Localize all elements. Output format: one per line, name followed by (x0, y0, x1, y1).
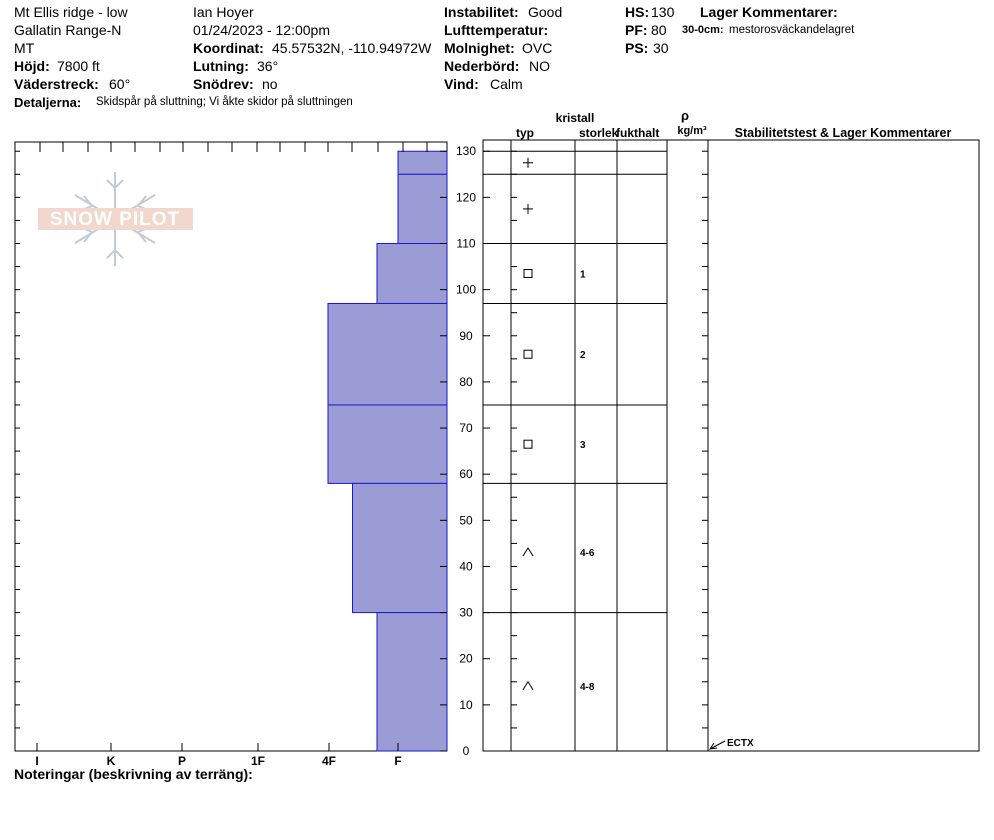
wind-loading-label: Snödrev: (193, 76, 254, 92)
header-stability: Stabilitetstest & Lager Kommentarer (734, 126, 952, 140)
hardness-layer-bar (353, 483, 448, 612)
precip-label: Nederbörd: (444, 58, 520, 74)
hardness-layer-bar (398, 174, 447, 243)
grain-size-value: 3 (580, 440, 586, 452)
precip-value: NO (529, 58, 550, 74)
terrain-notes-label: Noteringar (beskrivning av terräng): (14, 766, 253, 782)
hardness-axis-labels (35, 743, 401, 768)
location-range: Gallatin Range-N (14, 22, 122, 38)
grain-symbol-caret (523, 548, 533, 556)
hs-value: 130 (651, 4, 675, 20)
hardness-layer-bar (328, 405, 447, 483)
aspect-label: Väderstreck: (14, 76, 99, 92)
grain-symbol-square (524, 269, 532, 277)
pf-value: 80 (651, 22, 667, 38)
hardness-tick-label: K (106, 754, 116, 768)
wind-loading-value: no (262, 76, 278, 92)
hardness-tick-label: 4F (321, 754, 337, 768)
header-density-unit: kg/m³ (677, 125, 707, 137)
stability-label: Instabilitet: (444, 4, 519, 20)
grain-symbol-caret (523, 682, 533, 690)
depth-tick-label: 130 (455, 144, 477, 159)
ps-label: PS: (625, 40, 649, 56)
header-crystal: kristall (555, 111, 595, 125)
depth-tick-label: 120 (455, 190, 477, 205)
depth-tick-label: 20 (459, 651, 473, 666)
stability-test-label: ECTX (727, 738, 754, 749)
stability-tests (710, 738, 754, 749)
hardness-tick-label: F (394, 754, 402, 768)
depth-tick-label: 30 (459, 605, 473, 620)
sky-value: OVC (522, 40, 553, 56)
grain-size-value: 1 (580, 269, 586, 281)
left-ticks (15, 151, 20, 728)
hardness-layer-bar (328, 303, 447, 405)
header-type: typ (516, 126, 534, 140)
grain-size-value: 4-6 (580, 548, 595, 559)
header-rho: ρ (680, 108, 690, 123)
depth-axis-labels (440, 144, 708, 758)
layer-comment-depth: 30-0cm: (682, 24, 724, 36)
logo-text: SNOW PILOT (49, 209, 181, 230)
depth-tick-label: 50 (459, 513, 473, 528)
observer-name: Ian Hoyer (193, 4, 254, 20)
ps-value: 30 (653, 40, 669, 56)
grain-symbol-square (524, 350, 532, 358)
stability-value: Good (528, 4, 563, 20)
hardness-layer-bar (398, 151, 447, 174)
aspect-value: 60° (109, 76, 131, 92)
hardness-layers (328, 151, 447, 751)
observation-datetime: 01/24/2023 - 12:00pm (193, 22, 330, 38)
depth-tick-label: 0 (462, 744, 470, 758)
coordinate-value: 45.57532N, -110.94972W (272, 40, 432, 56)
location-state: MT (14, 40, 35, 56)
header-size: storlek (579, 126, 619, 140)
hardness-tick-label: P (177, 754, 187, 768)
depth-tick-label: 100 (455, 282, 477, 297)
elevation-value: 7800 ft (57, 58, 100, 74)
slope-label: Lutning: (193, 58, 249, 74)
air-temp-label: Lufttemperatur: (444, 22, 549, 38)
layer-comments-title: Lager Kommentarer: (700, 4, 838, 20)
grain-size-value: 4-8 (580, 681, 595, 693)
grain-symbol-square (524, 440, 532, 448)
top-ticks (15, 142, 427, 152)
hardness-layer-bar (377, 244, 447, 304)
details-label: Detaljerna: (14, 95, 82, 110)
snowpilot-logo (38, 172, 193, 266)
location-name: Mt Ellis ridge - low (14, 4, 128, 20)
details-text: Skidspår på sluttning; Vi åkte skidor på sluttningen (96, 96, 353, 108)
grain-size-value: 2 (580, 350, 586, 362)
hardness-tick-label: I (35, 754, 39, 768)
depth-tick-label: 40 (459, 559, 473, 574)
wind-label: Vind: (444, 76, 479, 92)
elevation-label: Höjd: (14, 58, 50, 74)
hardness-tick-label: 1F (250, 754, 266, 768)
header-moisture: fukthalt (616, 126, 660, 140)
hs-label: HS: (625, 4, 650, 20)
pf-label: PF: (625, 22, 648, 38)
wind-value: Calm (490, 76, 523, 92)
slope-value: 36° (257, 58, 279, 74)
depth-tick-label: 60 (459, 467, 473, 482)
depth-tick-label: 10 (459, 697, 473, 712)
sky-label: Molnighet: (444, 40, 515, 56)
depth-tick-label: 70 (459, 421, 473, 436)
depth-tick-label: 90 (459, 328, 473, 343)
coordinate-label: Koordinat: (193, 40, 264, 56)
depth-tick-label: 110 (456, 236, 476, 251)
layer-comment-text: mestorosväckandelagret (729, 24, 855, 36)
depth-tick-label: 80 (459, 374, 473, 389)
layer-table-frame (483, 140, 979, 751)
hardness-layer-bar (377, 613, 447, 751)
